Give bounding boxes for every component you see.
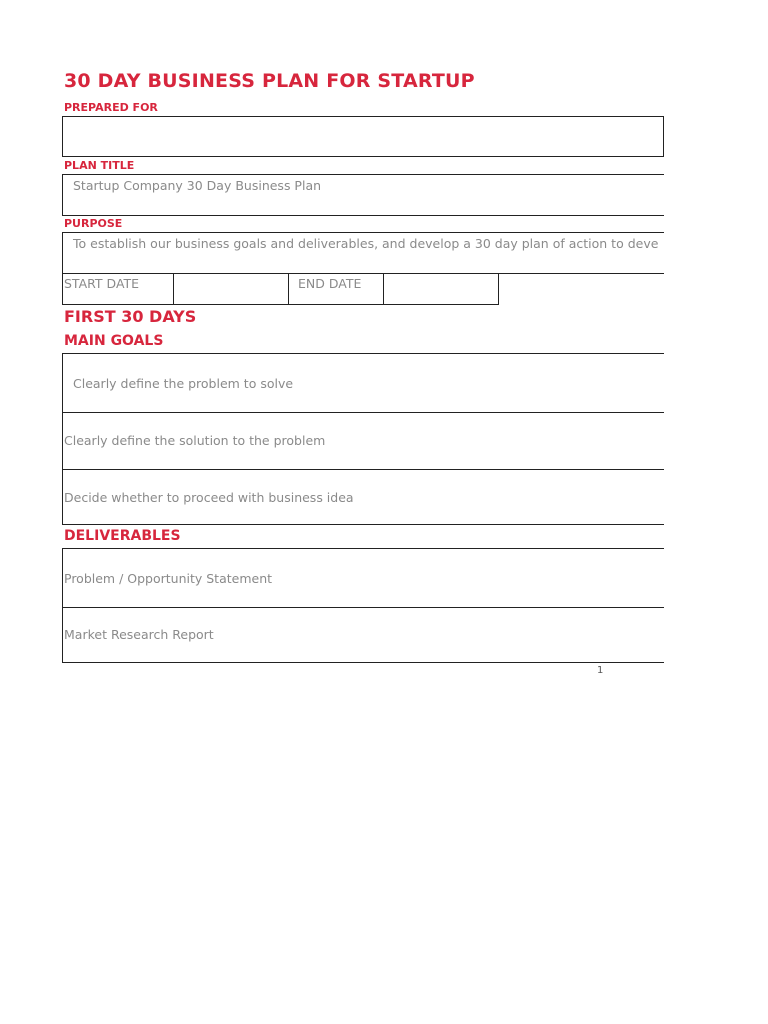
- page-number: 1: [597, 665, 604, 676]
- end-date-label-cell: [288, 273, 384, 305]
- main-goal-row-2[interactable]: [62, 412, 664, 470]
- main-goal-text: Decide whether to proceed with business idea: [64, 490, 354, 505]
- plan-title-label: PLAN TITLE: [64, 159, 135, 172]
- main-goal-row-3[interactable]: [62, 469, 664, 525]
- deliverable-row-1[interactable]: [62, 548, 664, 608]
- deliverable-text: Market Research Report: [64, 627, 214, 642]
- purpose-value: To establish our business goals and deliverables, and develop a 30 day plan of action to deve: [73, 236, 659, 251]
- start-date-label: START DATE: [64, 276, 140, 291]
- purpose-label: PURPOSE: [64, 217, 123, 230]
- prepared-for-label: PREPARED FOR: [64, 101, 158, 114]
- document-title: 30 DAY BUSINESS PLAN FOR STARTUP: [64, 70, 475, 92]
- section-heading: FIRST 30 DAYS: [64, 307, 197, 326]
- plan-title-field[interactable]: [62, 174, 664, 216]
- prepared-for-field[interactable]: [62, 116, 664, 157]
- main-goal-text: Clearly define the solution to the problem: [64, 433, 326, 448]
- main-goal-row-1[interactable]: [62, 353, 664, 413]
- plan-title-value: Startup Company 30 Day Business Plan: [73, 178, 322, 193]
- end-date-label: END DATE: [298, 276, 362, 291]
- deliverables-heading: DELIVERABLES: [64, 528, 181, 544]
- main-goals-heading: MAIN GOALS: [64, 333, 164, 349]
- deliverable-row-2[interactable]: [62, 607, 664, 663]
- start-date-label-cell: [62, 273, 174, 305]
- purpose-field[interactable]: [62, 232, 664, 274]
- start-date-field[interactable]: [173, 273, 289, 305]
- end-date-field[interactable]: [383, 273, 499, 305]
- deliverable-text: Problem / Opportunity Statement: [64, 571, 273, 586]
- main-goal-text: Clearly define the problem to solve: [73, 376, 294, 391]
